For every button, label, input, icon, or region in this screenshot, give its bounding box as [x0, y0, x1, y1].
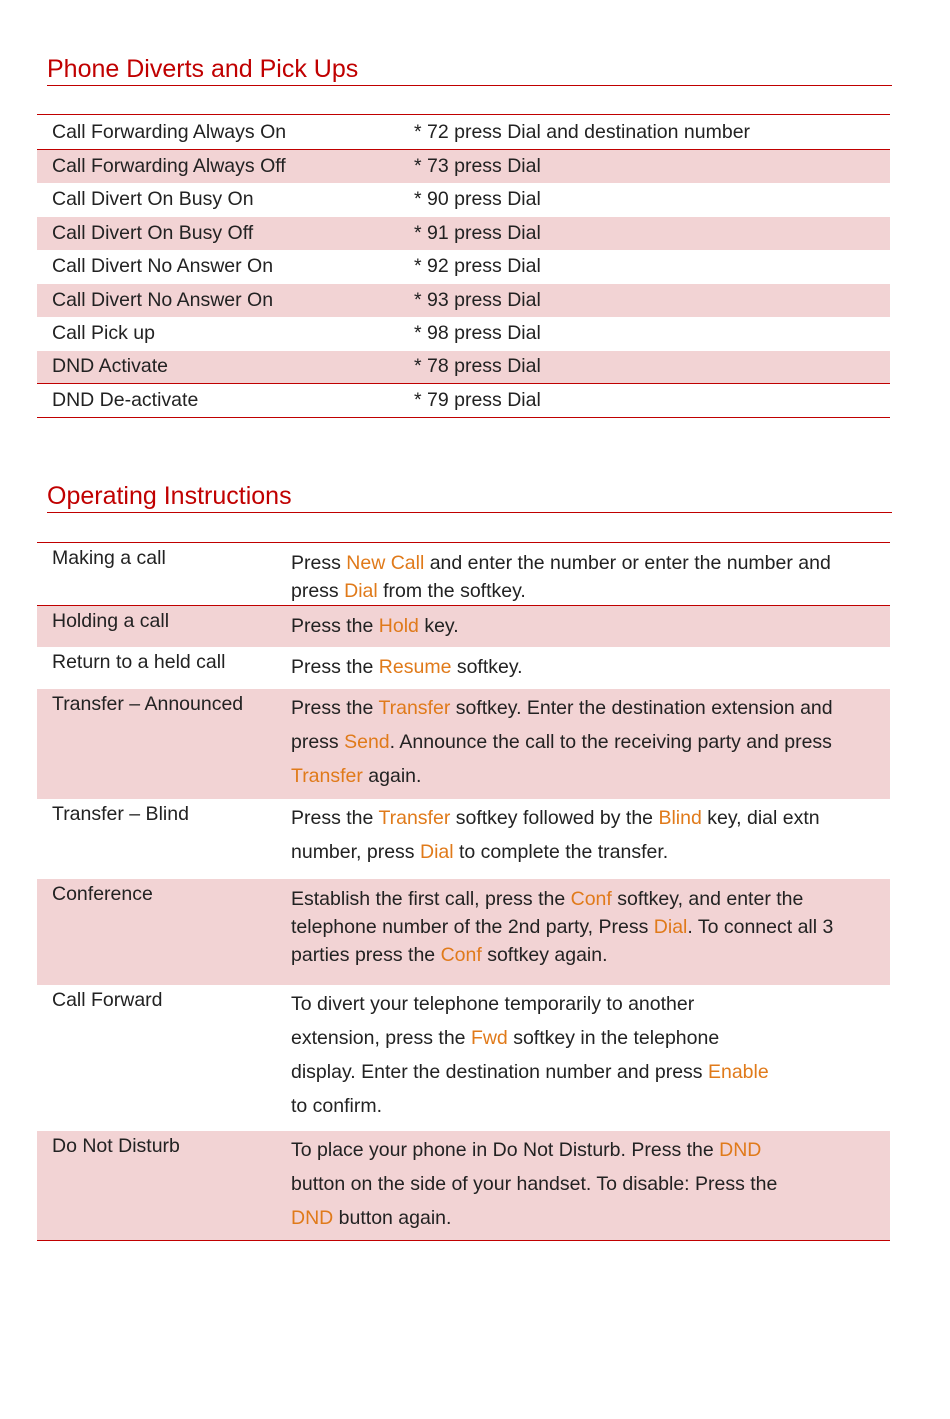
divert-table — [37, 114, 890, 418]
instruction-text: Press the — [291, 655, 379, 678]
table-row — [37, 351, 890, 384]
operation-text — [291, 606, 890, 647]
key-name: New Call — [346, 552, 425, 574]
key-name: Conf — [570, 887, 612, 910]
table-row — [37, 1131, 890, 1241]
instruction-text: softkey again. — [481, 943, 608, 966]
key-name: Hold — [378, 615, 419, 637]
feature-name: DND De-activate — [37, 384, 414, 418]
instruction-text: to confirm. — [291, 1094, 383, 1117]
operation-text — [291, 879, 890, 985]
operation-label: Transfer – Blind — [52, 802, 189, 825]
operation-label: Return to a held call — [52, 650, 226, 673]
key-name: DND — [291, 1206, 334, 1229]
table-row — [37, 250, 890, 284]
operation-label: Conference — [37, 879, 291, 985]
feature-name: Call Divert On Busy Off — [37, 217, 414, 250]
key-name: Resume — [378, 655, 452, 678]
instruction-text: softkey, and enter the telephone number of the 2nd party, Press — [291, 887, 804, 938]
instruction-text: To place your phone in Do Not Disturb. Press the — [291, 1138, 720, 1161]
operation-label: Making a call — [37, 543, 291, 606]
instruction-text: from the softkey. — [377, 580, 526, 602]
table-row — [37, 317, 890, 351]
instruction-text: Press the — [291, 696, 379, 719]
feature-name: Call Pick up — [52, 322, 155, 344]
instruction-text: extension, press the — [291, 1026, 471, 1049]
instruction-text: key, dial extn number, press — [291, 806, 820, 863]
feature-code: * 98 press Dial — [414, 322, 541, 344]
feature-name: Call Forwarding Always Off — [37, 150, 414, 183]
feature-name: Call Divert No Answer On — [37, 284, 414, 317]
divert-section-title: Phone Diverts and Pick Ups — [47, 55, 359, 83]
feature-name: Call Divert On Busy On — [52, 188, 254, 210]
feature-code: * 92 press Dial — [414, 255, 541, 277]
instruction-text: Press the — [291, 615, 379, 637]
instruction-text: softkey in the telephone — [507, 1026, 720, 1049]
table-row — [37, 985, 890, 1131]
operation-label: Holding a call — [37, 606, 291, 647]
instruction-line — [291, 1055, 882, 1089]
instruction-text: To divert your telephone temporarily to another — [291, 992, 695, 1015]
table-row — [37, 543, 890, 606]
key-name: Blind — [658, 806, 702, 829]
operation-text — [291, 1131, 890, 1241]
key-name: Enable — [707, 1060, 769, 1083]
table-row — [37, 183, 890, 217]
key-name: Dial — [653, 915, 688, 938]
instruction-line — [291, 1133, 882, 1167]
instruction-line — [291, 1021, 882, 1055]
key-name: Transfer — [291, 764, 363, 787]
instruction-text: . To connect all 3 parties press the — [291, 915, 834, 966]
instruction-text: button again. — [333, 1206, 452, 1229]
table-row — [37, 879, 890, 985]
instruction-text: Press — [291, 552, 347, 574]
instruction-text: to complete the transfer. — [453, 840, 669, 863]
instruction-text: softkey. Enter the destination extension and press — [291, 696, 833, 753]
instruction-text: Press the — [291, 806, 379, 829]
instruction-text: and enter the number or enter the number and press — [291, 552, 831, 602]
operation-label: Do Not Disturb — [37, 1131, 291, 1241]
instruction-text: again. — [362, 764, 422, 787]
feature-name: Call Forwarding Always On — [37, 115, 414, 150]
feature-code: * 79 press Dial — [414, 384, 890, 418]
table-row — [37, 217, 890, 250]
instruction-text: softkey followed by the — [450, 806, 659, 829]
instruction-text: display. Enter the destination number and press — [291, 1060, 708, 1083]
feature-code: * 72 press Dial and destination number — [414, 115, 890, 150]
operation-label: Call Forward — [52, 988, 163, 1011]
operation-text — [291, 799, 890, 879]
key-name: Transfer — [378, 696, 451, 719]
feature-code: * 90 press Dial — [414, 188, 541, 210]
instruction-text: softkey. — [451, 655, 523, 678]
instruction-text: . Announce the call to the receiving party and press — [389, 730, 832, 753]
divert-title-rule — [47, 85, 892, 86]
key-name: Fwd — [470, 1026, 508, 1049]
operation-text — [291, 647, 890, 689]
table-row — [37, 799, 890, 879]
table-row — [37, 647, 890, 689]
operation-text — [291, 543, 890, 606]
key-name: Transfer — [378, 806, 451, 829]
feature-code: * 93 press Dial — [414, 284, 890, 317]
instruction-line — [291, 1201, 882, 1235]
table-row — [37, 384, 890, 418]
ops-section-title: Operating Instructions — [47, 482, 292, 510]
operating-table — [37, 542, 890, 1241]
key-name: Conf — [440, 943, 482, 966]
operation-text — [291, 689, 890, 799]
key-name: DND — [719, 1138, 762, 1161]
table-row — [37, 606, 890, 647]
feature-name: Call Divert No Answer On — [52, 255, 274, 277]
feature-name: DND Activate — [37, 351, 414, 384]
operation-label: Transfer – Announced — [37, 689, 291, 799]
table-row — [37, 689, 890, 799]
key-name: Dial — [344, 580, 378, 602]
ops-title-rule — [47, 512, 892, 513]
feature-code: * 91 press Dial — [414, 217, 890, 250]
table-row — [37, 284, 890, 317]
key-name: Send — [344, 730, 390, 753]
instruction-text: Establish the first call, press the — [291, 887, 571, 910]
instruction-text: key. — [418, 615, 459, 637]
key-name: Dial — [419, 840, 454, 863]
table-row — [37, 115, 890, 150]
feature-code: * 73 press Dial — [414, 150, 890, 183]
table-row — [37, 150, 890, 183]
feature-code: * 78 press Dial — [414, 351, 890, 384]
instruction-text: button on the side of your handset. To disable: Press the — [291, 1172, 778, 1195]
operation-text — [291, 985, 890, 1131]
